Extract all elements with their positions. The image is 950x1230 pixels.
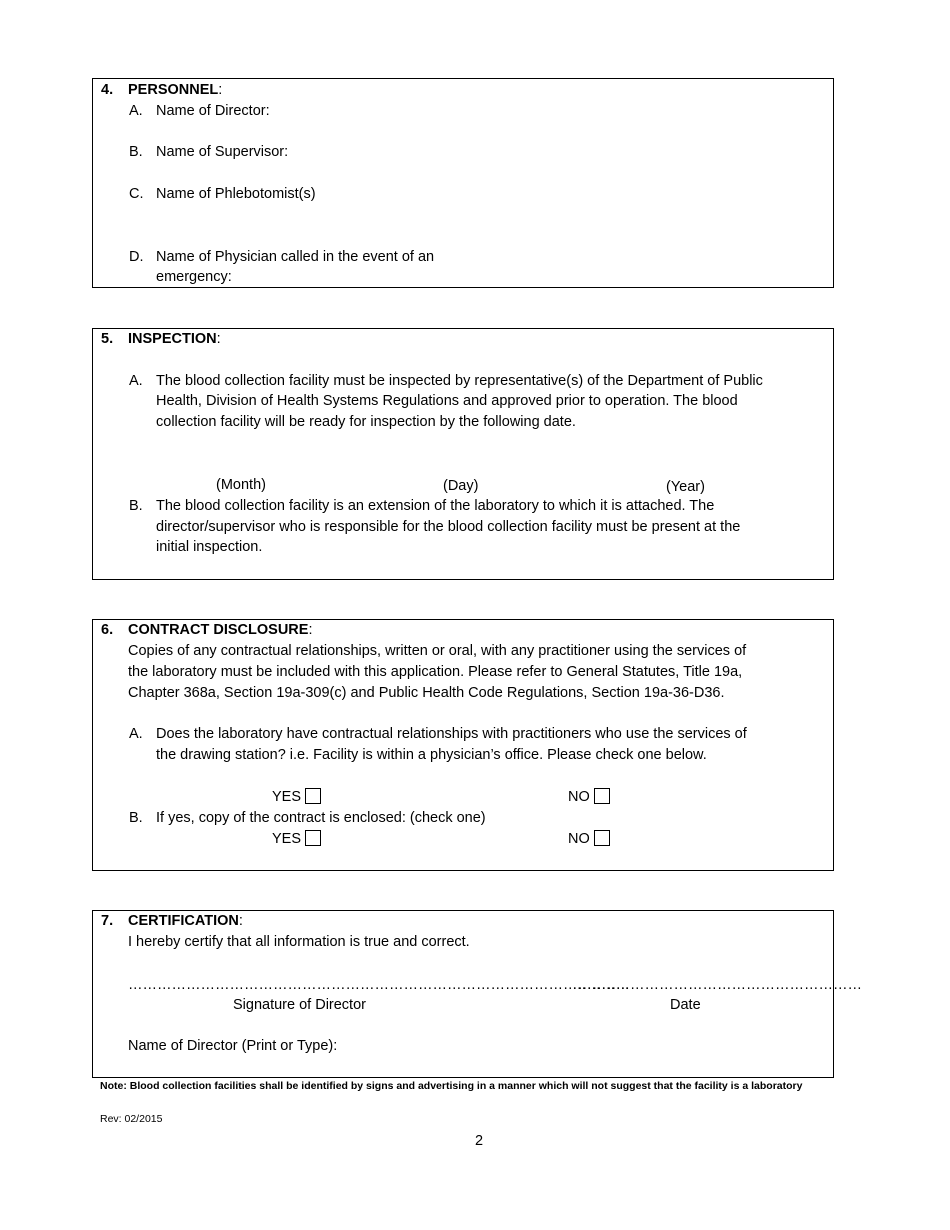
enclosed-no-option[interactable]: [568, 829, 610, 850]
section-heading: INSPECTION:: [128, 331, 221, 347]
inspection-text-line: collection facility will be ready for inspection by the following date.: [156, 414, 576, 430]
relationship-no-option[interactable]: [568, 787, 610, 808]
item-letter: B.: [129, 144, 143, 160]
no-label: NO: [568, 831, 590, 847]
contract-intro-line: Copies of any contractual relationships, written or oral, with any practitioner using the services of: [128, 643, 747, 659]
footnote: Note: Blood collection facilities shall be identified by signs and advertising in a manner which will not suggest that the facility is a laboratory: [100, 1080, 803, 1092]
section-heading: PERSONNEL:: [128, 82, 223, 98]
contract-question-line: the drawing station? i.e. Facility is within a physician’s office. Please check one below.: [156, 747, 707, 763]
item-letter: A.: [129, 726, 143, 742]
section-heading: CERTIFICATION:: [128, 913, 243, 929]
yes-label: YES: [272, 789, 302, 805]
phlebotomist-name-label: Name of Phlebotomist(s): [156, 186, 316, 202]
inspection-text-line: initial inspection.: [156, 539, 263, 555]
inspection-section: [92, 328, 834, 580]
item-letter: B.: [129, 810, 143, 826]
physician-name-label: Name of Physician called in the event of an: [156, 249, 435, 265]
page-number: 2: [475, 1133, 484, 1149]
supervisor-name-label: Name of Supervisor:: [156, 144, 289, 160]
item-letter: D.: [129, 249, 144, 265]
inspection-text-line: director/supervisor who is responsible for the blood collection facility must be present at the: [156, 519, 741, 535]
relationship-yes-checkbox[interactable]: [305, 788, 321, 804]
signature-label: Signature of Director: [233, 997, 366, 1013]
enclosed-no-checkbox[interactable]: [594, 830, 610, 846]
contract-section: [92, 619, 834, 871]
physician-name-label-cont: emergency:: [156, 269, 232, 285]
contract-intro-line: Chapter 368a, Section 19a-309(c) and Public Health Code Regulations, Section 19a-36-D36.: [128, 685, 725, 701]
yes-label: YES: [272, 831, 302, 847]
section-number: 5.: [101, 331, 114, 347]
inspection-text-line: Health, Division of Health Systems Regulations and approved prior to operation. The blood: [156, 393, 738, 409]
inspection-text-line: The blood collection facility is an extension of the laboratory to which it is attached. The: [156, 498, 715, 514]
relationship-no-checkbox[interactable]: [594, 788, 610, 804]
section-heading: CONTRACT DISCLOSURE:: [128, 622, 313, 638]
month-label: (Month): [216, 477, 266, 493]
certification-statement: I hereby certify that all information is true and correct.: [128, 934, 470, 950]
inspection-text-line: The blood collection facility must be inspected by representative(s) of the Department of Public: [156, 373, 763, 389]
revision-date: Rev: 02/2015: [100, 1113, 163, 1125]
day-label: (Day): [443, 478, 479, 494]
relationship-yes-option[interactable]: [272, 787, 321, 808]
date-label: Date: [670, 997, 701, 1013]
personnel-section: [92, 78, 834, 288]
date-line: ……………………………………………………: [572, 977, 862, 993]
signature-line: …………………………………………………………………………………………..: [128, 977, 630, 993]
section-number: 7.: [101, 913, 114, 929]
item-letter: B.: [129, 498, 143, 514]
year-label: (Year): [666, 479, 705, 495]
contract-question-line: Does the laboratory have contractual relationships with practitioners who use the services of: [156, 726, 747, 742]
director-name-label: Name of Director:: [156, 103, 270, 119]
item-letter: A.: [129, 373, 143, 389]
section-number: 4.: [101, 82, 114, 98]
certification-section: [92, 910, 862, 1078]
no-label: NO: [568, 789, 590, 805]
director-print-name-label: Name of Director (Print or Type):: [128, 1038, 338, 1054]
enclosed-yes-option[interactable]: [272, 829, 321, 850]
section-number: 6.: [101, 622, 114, 638]
contract-intro-line: the laboratory must be included with this application. Please refer to General Statutes, Title 19a,: [128, 664, 743, 680]
enclosed-yes-checkbox[interactable]: [305, 830, 321, 846]
contract-enclosed-question: If yes, copy of the contract is enclosed: (check one): [156, 810, 486, 826]
item-letter: C.: [129, 186, 144, 202]
item-letter: A.: [129, 103, 143, 119]
